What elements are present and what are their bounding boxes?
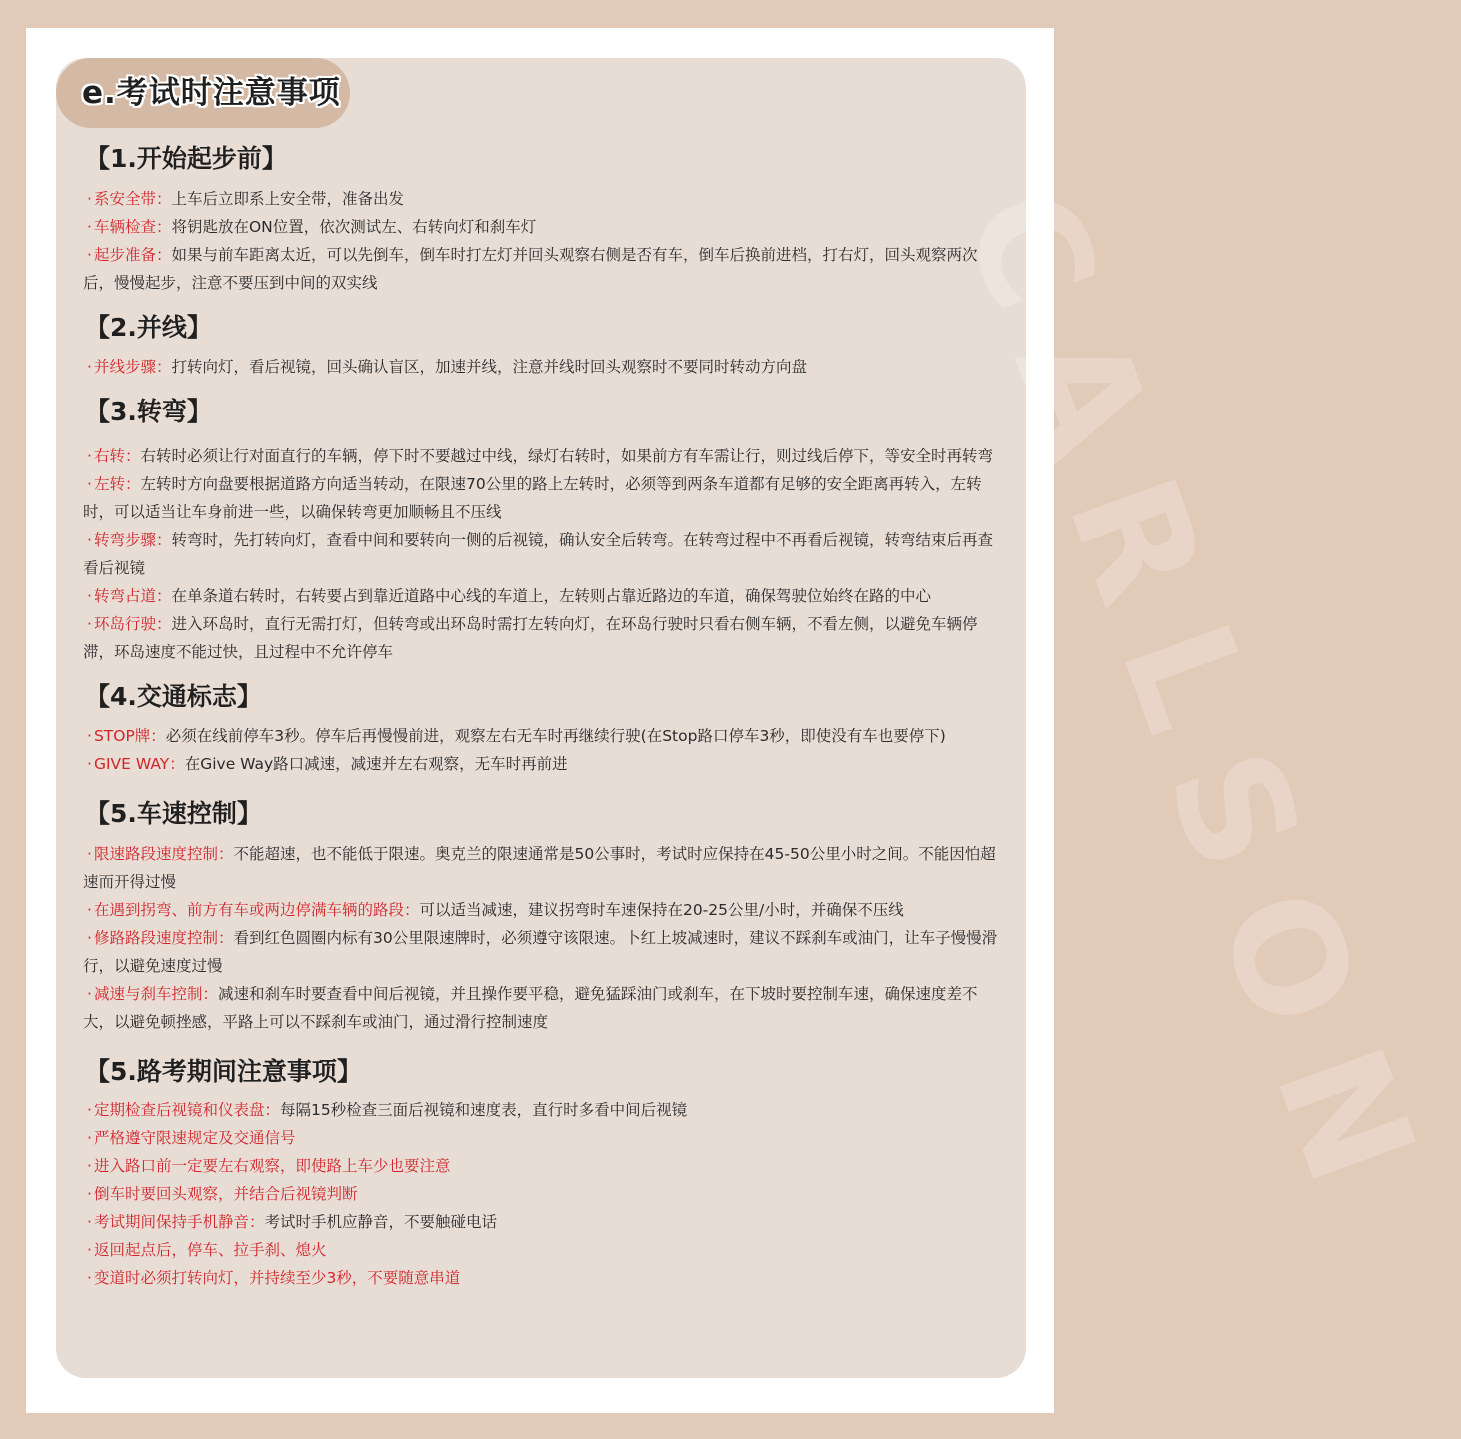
item-label: GIVE WAY： (93, 755, 185, 773)
bullet-icon: · (87, 929, 92, 947)
section-items (83, 442, 1001, 666)
notes-content (83, 140, 1001, 1292)
list-item (83, 610, 1001, 666)
item-label: 环岛行驶： (93, 615, 172, 633)
item-text: 必须在线前停车3秒。停车后再慢慢前进，观察左右无车时再继续行驶(在Stop路口停车3秒，即使没有车也要停下) (165, 727, 946, 745)
bullet-icon: · (87, 1213, 92, 1231)
item-label: 转弯占道： (93, 587, 172, 605)
bullet-icon: · (87, 755, 92, 773)
bullet-icon: · (87, 845, 92, 863)
bullet-icon: · (87, 985, 92, 1003)
item-text: 在Give Way路口减速，减速并左右观察，无车时再前进 (184, 755, 568, 773)
list-item (83, 353, 1001, 381)
section-items (83, 722, 1001, 778)
item-label: 左转： (93, 475, 141, 493)
list-item (83, 1180, 1001, 1208)
section-title: 【4.交通标志】 (85, 682, 262, 711)
list-item (83, 840, 1001, 896)
item-text: 右转时必须让行对面直行的车辆，停下时不要越过中线，绿灯右转时，如果前方有车需让行，则过线后停下，等安全时再转弯 (140, 447, 993, 465)
list-item (83, 1264, 1001, 1292)
item-text: 不能超速，也不能低于限速。奥克兰的限速通常是50公事时，考试时应保持在45-50公里小时之间。不能因怕超速而开得过慢 (83, 845, 996, 891)
item-text: 可以适当减速，建议拐弯时车速保持在20-25公里/小时，并确保不压线 (419, 901, 904, 919)
item-label: 考试期间保持手机静音： (93, 1213, 265, 1231)
section-items (83, 1096, 1001, 1292)
item-text: 打转向灯，看后视镜，回头确认盲区，加速并线，注意并线时回头观察时不要同时转动方向盘 (171, 358, 807, 376)
item-label: 系安全带： (93, 190, 172, 208)
section-items (83, 840, 1001, 1036)
section-title: 【5.路考期间注意事项】 (85, 1057, 362, 1086)
list-item (83, 470, 1001, 526)
section-6 (83, 1053, 1001, 1292)
section-2 (83, 309, 1001, 381)
item-label: 严格遵守限速规定及交通信号 (93, 1129, 296, 1147)
item-label: 减速与刹车控制： (93, 985, 218, 1003)
bullet-icon: · (87, 1101, 92, 1119)
section-4 (83, 678, 1001, 778)
list-item (83, 185, 1001, 213)
bullet-icon: · (87, 475, 92, 493)
item-text: 转弯时，先打转向灯，查看中间和要转向一侧的后视镜，确认安全后转弯。在转弯过程中不再看后视镜，转弯结束后再查看后视镜 (83, 531, 993, 577)
list-item (83, 1096, 1001, 1124)
bullet-icon: · (87, 1241, 92, 1259)
item-text: 在单条道右转时，右转要占到靠近道路中心线的车道上，左转则占靠近路边的车道，确保驾驶位始终在路的中心 (171, 587, 931, 605)
bullet-icon: · (87, 1185, 92, 1203)
bullet-icon: · (87, 615, 92, 633)
item-label: 修路路段速度控制： (93, 929, 234, 947)
section-5 (83, 795, 1001, 1036)
item-label: STOP牌： (93, 727, 166, 745)
list-item (83, 1124, 1001, 1152)
list-item (83, 722, 1001, 750)
section-title: 【5.车速控制】 (85, 799, 262, 828)
bullet-icon: · (87, 190, 92, 208)
list-item (83, 1236, 1001, 1264)
section-title: 【2.并线】 (85, 313, 212, 342)
list-item (83, 896, 1001, 924)
bullet-icon: · (87, 1157, 92, 1175)
list-item (83, 924, 1001, 980)
item-label: 右转： (93, 447, 141, 465)
item-label: 进入路口前一定要左右观察，即使路上车少也要注意 (93, 1157, 451, 1175)
page-title: e.考试时注意事项 (82, 75, 341, 111)
bullet-icon: · (87, 1129, 92, 1147)
bullet-icon: · (87, 218, 92, 236)
list-item (83, 526, 1001, 582)
item-text: 左转时方向盘要根据道路方向适当转动，在限速70公里的路上左转时，必须等到两条车道都有足够的安全距离再转入，左转时，可以适当让车身前进一些，以确保转弯更加顺畅且不压线 (83, 475, 982, 521)
item-label: 起步准备： (93, 246, 172, 264)
bullet-icon: · (87, 727, 92, 745)
bullet-icon: · (87, 358, 92, 376)
watermark-text: CARLSON (929, 168, 1461, 1242)
bullet-icon: · (87, 901, 92, 919)
item-text: 看到红色圆圈内标有30公里限速牌时，必须遵守该限速。卜红上坡减速时，建议不踩刹车或油门，让车子慢慢滑行，以避免速度过慢 (83, 929, 998, 975)
list-item (83, 241, 1001, 297)
item-label: 在遇到拐弯、前方有车或两边停满车辆的路段： (93, 901, 420, 919)
item-text: 每隔15秒检查三面后视镜和速度表，直行时多看中间后视镜 (279, 1101, 688, 1119)
list-item (83, 442, 1001, 470)
item-text: 考试时手机应静音，不要触碰电话 (264, 1213, 497, 1231)
item-text: 将钥匙放在ON位置，依次测试左、右转向灯和刹车灯 (171, 218, 537, 236)
list-item (83, 213, 1001, 241)
bullet-icon: · (87, 246, 92, 264)
bullet-icon: · (87, 531, 92, 549)
bullet-icon: · (87, 1269, 92, 1287)
section-items (83, 353, 1001, 381)
item-label: 定期检查后视镜和仪表盘： (93, 1101, 280, 1119)
item-label: 倒车时要回头观察，并结合后视镜判断 (93, 1185, 358, 1203)
list-item (83, 582, 1001, 610)
item-label: 并线步骤： (93, 358, 172, 376)
section-title: 【3.转弯】 (85, 397, 212, 426)
section-1 (83, 140, 1001, 297)
item-text: 减速和刹车时要查看中间后视镜，并且操作要平稳，避免猛踩油门或刹车，在下坡时要控制车速，确保速度差不大，以避免顿挫感，平路上可以不踩刹车或油门，通过滑行控制速度 (83, 985, 978, 1031)
section-title: 【1.开始起步前】 (85, 144, 287, 173)
item-label: 返回起点后，停车、拉手刹、熄火 (93, 1241, 327, 1259)
item-text: 进入环岛时，直行无需打灯，但转弯或出环岛时需打左转向灯，在环岛行驶时只看右侧车辆，不看左侧，以避免车辆停滞，环岛速度不能过快，且过程中不允许停车 (83, 615, 978, 661)
section-3 (83, 393, 1001, 666)
list-item (83, 1208, 1001, 1236)
item-label: 变道时必须打转向灯，并持续至少3秒，不要随意串道 (93, 1269, 461, 1287)
item-label: 转弯步骤： (93, 531, 172, 549)
item-label: 车辆检查： (93, 218, 172, 236)
item-label: 限速路段速度控制： (93, 845, 234, 863)
list-item (83, 1152, 1001, 1180)
section-items (83, 185, 1001, 297)
item-text: 上车后立即系上安全带，准备出发 (171, 190, 404, 208)
bullet-icon: · (87, 447, 92, 465)
item-text: 如果与前车距离太近，可以先倒车，倒车时打左灯并回头观察右侧是否有车，倒车后换前进档，打右灯，回头观察两次后，慢慢起步，注意不要压到中间的双实线 (83, 246, 978, 292)
bullet-icon: · (87, 587, 92, 605)
list-item (83, 750, 1001, 778)
list-item (83, 980, 1001, 1036)
